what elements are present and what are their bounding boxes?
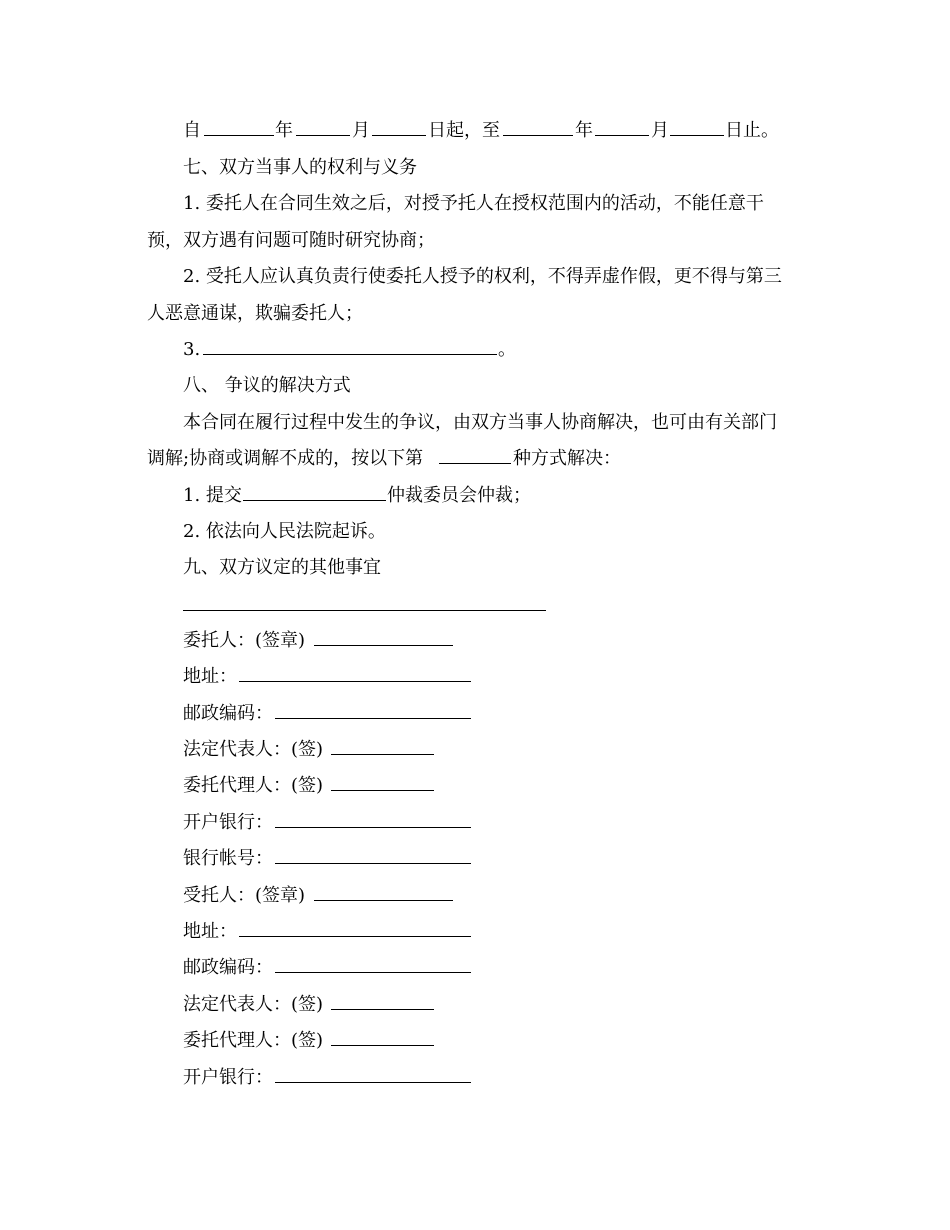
principal-agent-row [0, 771, 950, 801]
period-end-year-blank [503, 116, 573, 146]
principal-account-row [0, 844, 950, 874]
principal-address-label: 地址： [183, 666, 237, 687]
section7-item1-line2 [0, 226, 950, 256]
period-month-text: 月 [352, 120, 370, 141]
principal-postcode-label: 邮政编码： [183, 703, 273, 724]
section8-option2-text: 2. 依法向人民法院起诉。 [183, 521, 386, 542]
period-start-month-blank [296, 116, 350, 146]
principal-agent-blank [331, 771, 434, 801]
principal-legal-rep-label: 法定代表人：(签) [183, 739, 324, 760]
section8-option1 [0, 481, 950, 511]
period-year-text: 年 [275, 120, 293, 141]
period-end-day-blank [670, 116, 724, 146]
section8-option1-prefix: 1. 提交 [183, 485, 242, 506]
section7-item3-line [0, 335, 950, 365]
section7-item3-blank [203, 335, 497, 365]
section8-heading-text: 八、 争议的解决方式 [183, 375, 351, 396]
section7-item1-text2: 预，双方遇有问题可随时研究协商； [147, 230, 435, 251]
trustee-postcode-label: 邮政编码： [183, 957, 273, 978]
trustee-postcode-row [0, 953, 950, 983]
principal-address-row [0, 662, 950, 692]
trustee-bank-label: 开户银行： [183, 1067, 273, 1088]
period-day-from-text: 日起，至 [428, 120, 500, 141]
section8-para-line2 [0, 444, 950, 474]
principal-postcode-blank [275, 699, 471, 729]
trustee-sign-label: 受托人：(签章) [183, 885, 306, 906]
section9-heading [0, 553, 950, 583]
trustee-address-blank [239, 917, 471, 947]
principal-sign-row [0, 626, 950, 656]
period-year2-text: 年 [575, 120, 593, 141]
principal-sign-label: 委托人：(签章) [183, 630, 306, 651]
trustee-agent-row [0, 1026, 950, 1056]
period-from-text: 自 [183, 120, 201, 141]
section7-heading-text: 七、双方当事人的权利与义务 [183, 157, 417, 178]
trustee-sign-row [0, 881, 950, 911]
section7-item1-line1 [0, 189, 950, 219]
period-day-to-text: 日止。 [725, 120, 779, 141]
principal-address-blank [239, 662, 471, 692]
period-end-month-blank [595, 116, 649, 146]
trustee-bank-row [0, 1063, 950, 1093]
section8-heading [0, 371, 950, 401]
principal-legal-rep-row [0, 735, 950, 765]
section7-item1-text1: 1. 委托人在合同生效之后，对授予托人在授权范围内的活动，不能任意干 [183, 193, 764, 214]
period-start-year-blank [204, 116, 274, 146]
section8-para-text2-prefix: 调解;协商或调解不成的，按以下第 [147, 448, 424, 469]
principal-postcode-row [0, 699, 950, 729]
section9-other-matters-blank [183, 610, 546, 611]
section8-para-text2-suffix: 种方式解决： [513, 448, 621, 469]
trustee-postcode-blank [275, 953, 471, 983]
principal-bank-blank [275, 808, 471, 838]
section7-item3-suffix: 。 [498, 339, 516, 360]
trustee-address-row [0, 917, 950, 947]
section7-item2-text1: 2. 受托人应认真负责行使委托人授予的权利，不得弄虚作假，更不得与第三 [183, 266, 782, 287]
section7-item3-prefix: 3. [183, 339, 201, 360]
principal-account-label: 银行帐号： [183, 848, 273, 869]
trustee-address-label: 地址： [183, 921, 237, 942]
section9-heading-text: 九、双方议定的其他事宜 [183, 557, 381, 578]
period-month2-text: 月 [651, 120, 669, 141]
trustee-agent-label: 委托代理人：(签) [183, 1030, 324, 1051]
section8-arbitration-blank [243, 481, 386, 511]
section7-item2-line2 [0, 299, 950, 329]
trustee-agent-blank [331, 1026, 434, 1056]
principal-legal-rep-blank [331, 735, 434, 765]
section8-para-line1 [0, 408, 950, 438]
principal-bank-row [0, 808, 950, 838]
section8-option2 [0, 517, 950, 547]
section7-item2-text2: 人恶意通谋，欺骗委托人； [147, 303, 363, 324]
section8-method-number-blank [439, 444, 511, 474]
contract-period-line [0, 116, 950, 146]
section8-option1-suffix: 仲裁委员会仲裁； [387, 485, 531, 506]
trustee-legal-rep-row [0, 990, 950, 1020]
section7-heading [0, 153, 950, 183]
principal-sign-blank [314, 626, 453, 656]
principal-agent-label: 委托代理人：(签) [183, 775, 324, 796]
trustee-bank-blank [275, 1063, 471, 1093]
principal-bank-label: 开户银行： [183, 812, 273, 833]
trustee-sign-blank [314, 881, 453, 911]
period-start-day-blank [372, 116, 426, 146]
section8-para-text1: 本合同在履行过程中发生的争议，由双方当事人协商解决，也可由有关部门 [183, 412, 777, 433]
trustee-legal-rep-label: 法定代表人：(签) [183, 994, 324, 1015]
trustee-legal-rep-blank [331, 990, 434, 1020]
principal-account-blank [275, 844, 471, 874]
section7-item2-line1 [0, 262, 950, 292]
